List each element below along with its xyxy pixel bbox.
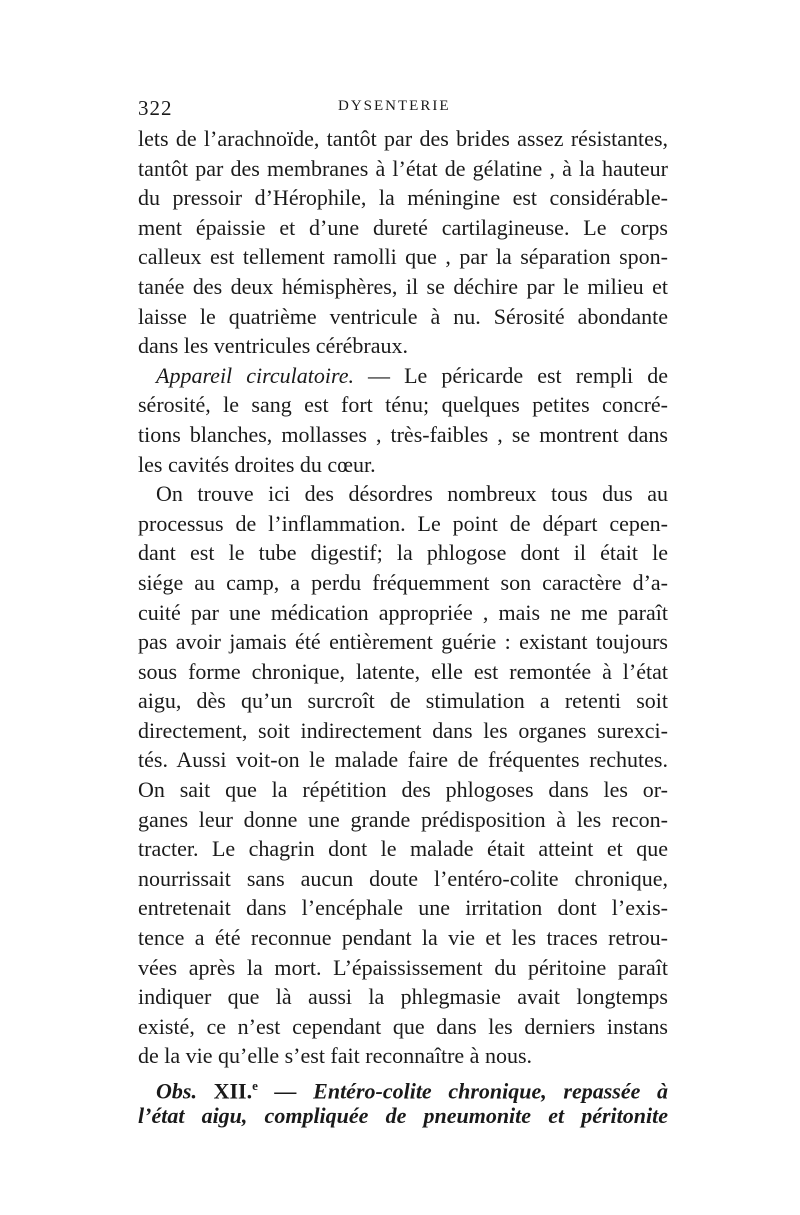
text-line: vées après la mort. L’épaississement du péritoine paraît [138, 954, 668, 980]
text-line: tés. Aussi voit-on le malade faire de fréquentes rechutes. [138, 747, 668, 773]
text-line: calleux est tellement ramolli que , par la séparation spon- [138, 244, 668, 270]
text-line: de la vie qu’elle s’est fait reconnaître à nous. [138, 1043, 533, 1069]
text-line: indiquer que là aussi la phlegmasie avait longtemps [138, 984, 668, 1010]
text-line: ment épaissie et d’une dureté cartilagineuse. Le corps [138, 214, 668, 240]
text-line: existé, ce n’est cependant que dans les derniers instans [138, 1013, 668, 1039]
text-line: directement, soit indirectement dans les organes surexci- [138, 717, 668, 743]
text-line: aigu, dès qu’un surcroît de stimulation a retenti soit [138, 688, 668, 714]
text-line: On sait que la répétition des phlogoses dans les or- [138, 777, 668, 803]
text-line: tions blanches, mollasses , très-faibles , se montrent dans [138, 421, 668, 447]
text-line: entretenait dans l’encéphale une irritation dont l’exis- [138, 895, 668, 921]
text-line: nourrissait sans aucun doute l’entéro-colite chronique, [138, 865, 668, 891]
text-line: sous forme chronique, latente, elle est remontée à l’état [138, 658, 668, 684]
text-line: processus de l’inflammation. Le point de départ cepen- [138, 510, 668, 536]
text-line: cuité par une médication appropriée , mais ne me paraît [138, 599, 668, 625]
text-line: ganes leur donne une grande prédisposition à les recon- [138, 806, 668, 832]
text-line: dant est le tube digestif; la phlogose dont il était le [138, 540, 668, 566]
text-line: tanée des deux hémisphères, il se déchire par le milieu et [138, 273, 668, 299]
body-text [138, 124, 668, 1130]
observation-heading: l’état aigu, compliquée de pneumonite et péritonite [138, 1102, 668, 1128]
text-line: On trouve ici des désordres nombreux tous dus au [156, 481, 668, 507]
text-line: tracter. Le chagrin dont le malade était atteint et que [138, 836, 668, 862]
observation-heading: Obs. XII.$^e$ — Entéro-colite chronique, repassée à [156, 1078, 668, 1104]
text-line: du pressoir d’Hérophile, la méningine est considérable- [138, 185, 668, 211]
running-title: DYSENTERIE [338, 98, 451, 114]
text-line: les cavités droites du cœur. [138, 451, 376, 477]
text-line: dans les ventricules cérébraux. [138, 333, 408, 359]
section-heading-italic: Appareil circulatoire. [156, 362, 354, 388]
page-number: 322 [138, 96, 173, 120]
text-line: tence a été reconnue pendant la vie et les traces retrou- [138, 925, 668, 951]
text-line: Appareil circulatoire. — Le péricarde est rempli de [156, 362, 668, 388]
page-header [138, 96, 668, 118]
text-line: pas avoir jamais été entièrement guérie : existant toujours [138, 629, 668, 655]
text-line: siége au camp, a perdu fréquemment son caractère d’a- [138, 569, 668, 595]
text-line: sérosité, le sang est fort ténu; quelques petites concré- [138, 392, 668, 418]
text-line: tantôt par des membranes à l’état de gélatine , à la hauteur [138, 155, 668, 181]
text-line: laisse le quatrième ventricule à nu. Sérosité abondante [138, 303, 668, 329]
text-line: lets de l’arachnoïde, tantôt par des brides assez résistantes, [138, 126, 668, 151]
